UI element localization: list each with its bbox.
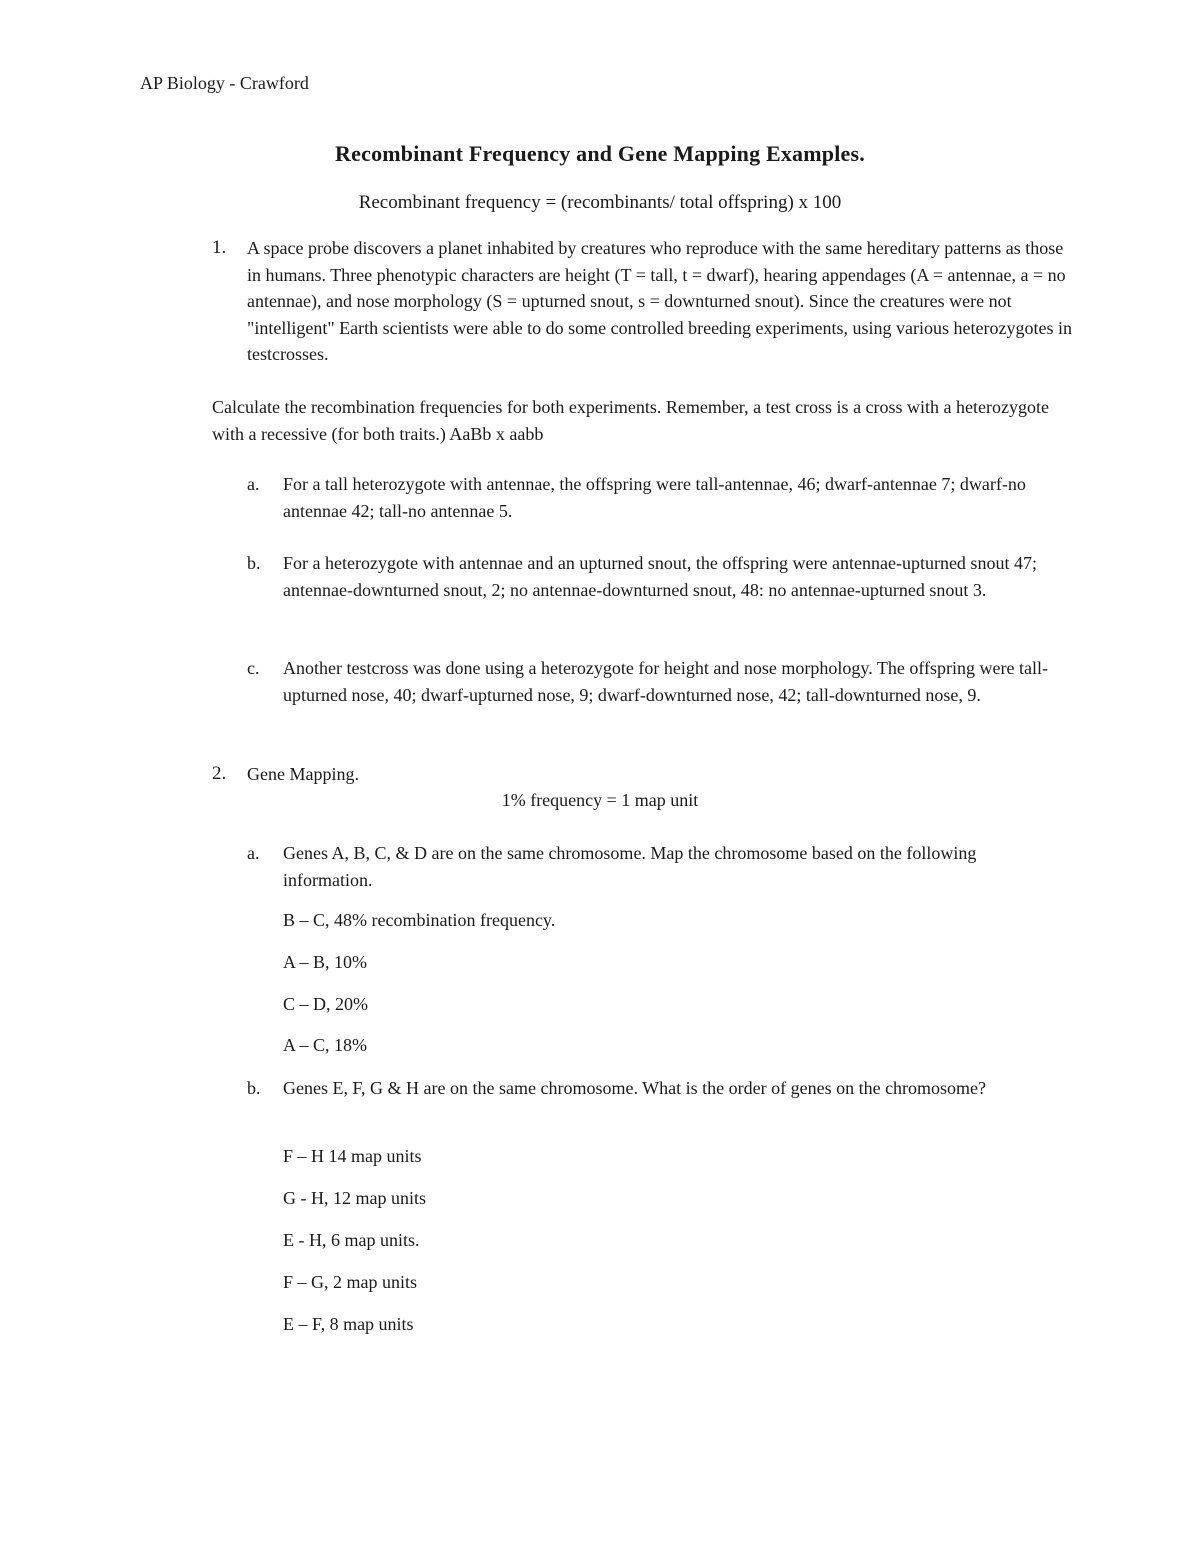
part-letter: a. <box>247 474 260 494</box>
part-text: Genes E, F, G & H are on the same chromosome. What is the order of genes on the chromosome? <box>283 1078 987 1098</box>
part-letter: b. <box>247 1078 261 1098</box>
map-distance-item: E – F, 8 map units <box>283 1314 414 1334</box>
question-number: 1. <box>212 237 227 258</box>
question-2a <box>247 840 1057 893</box>
question-text: Gene Mapping. <box>247 764 359 784</box>
recombinant-formula: Recombinant frequency = (recombinants/ total offspring) x 100 <box>358 192 842 213</box>
recombination-item: A – C, 18% <box>283 1035 368 1055</box>
recombination-item: B – C, 48% recombination frequency. <box>283 910 556 930</box>
part-text: For a tall heterozygote with antennae, the offspring were tall-antennae, 46; dwarf-antennae 7; dwarf-no antennae 42; tall-no antennae 5. <box>283 474 1026 521</box>
instruction-paragraph: Calculate the recombination frequencies for both experiments. Remember, a test cross is a cross with a heterozygote with a recessive (for both traits.) AaBb x aabb <box>212 397 1049 444</box>
question-1a <box>247 471 1057 524</box>
page-header: AP Biology - Crawford <box>140 73 309 93</box>
question-1b <box>247 550 1057 603</box>
map-distance-item: E - H, 6 map units. <box>283 1230 420 1250</box>
recombination-item: C – D, 20% <box>283 994 368 1014</box>
part-letter: c. <box>247 658 260 678</box>
part-letter: a. <box>247 843 260 863</box>
question-1c <box>247 655 1057 708</box>
part-text: Genes A, B, C, & D are on the same chromosome. Map the chromosome based on the following information. <box>283 843 977 890</box>
map-unit-rule: 1% frequency = 1 map unit <box>501 790 699 810</box>
part-text: Another testcross was done using a heterozygote for height and nose morphology. The offspring were tall-upturned nose, 40; dwarf-upturned nose, 9; dwarf-downturned nose, 42; tall-downturned nose, 9. <box>283 658 1048 705</box>
map-distance-item: F – G, 2 map units <box>283 1272 418 1292</box>
question-2 <box>212 761 1072 788</box>
map-distance-item: G - H, 12 map units <box>283 1188 426 1208</box>
map-distance-item: F – H 14 map units <box>283 1146 422 1166</box>
recombination-item: A – B, 10% <box>283 952 368 972</box>
part-letter: b. <box>247 553 261 573</box>
question-2b <box>247 1075 1057 1102</box>
part-text: For a heterozygote with antennae and an upturned snout, the offspring were antennae-upturned snout 47; antennae-downturned snout, 2; no antennae-downturned snout, 48: no antennae-upturned snout 3. <box>283 553 1037 600</box>
question-number: 2. <box>212 763 227 784</box>
question-text: A space probe discovers a planet inhabited by creatures who reproduce with the same hereditary patterns as those in humans. Three phenotypic characters are height (T = tall, t = dwarf), hearing appendages (A = antennae, a = no antennae), and nose morphology (S = upturned snout, s = downturned snout). Since the creatures were not "intelligent" Earth scientists were able to do some controlled breeding experiments, using various heterozygotes in testcrosses. <box>247 238 1072 364</box>
page-title: Recombinant Frequency and Gene Mapping Examples. <box>335 141 865 166</box>
question-1 <box>212 235 1072 368</box>
